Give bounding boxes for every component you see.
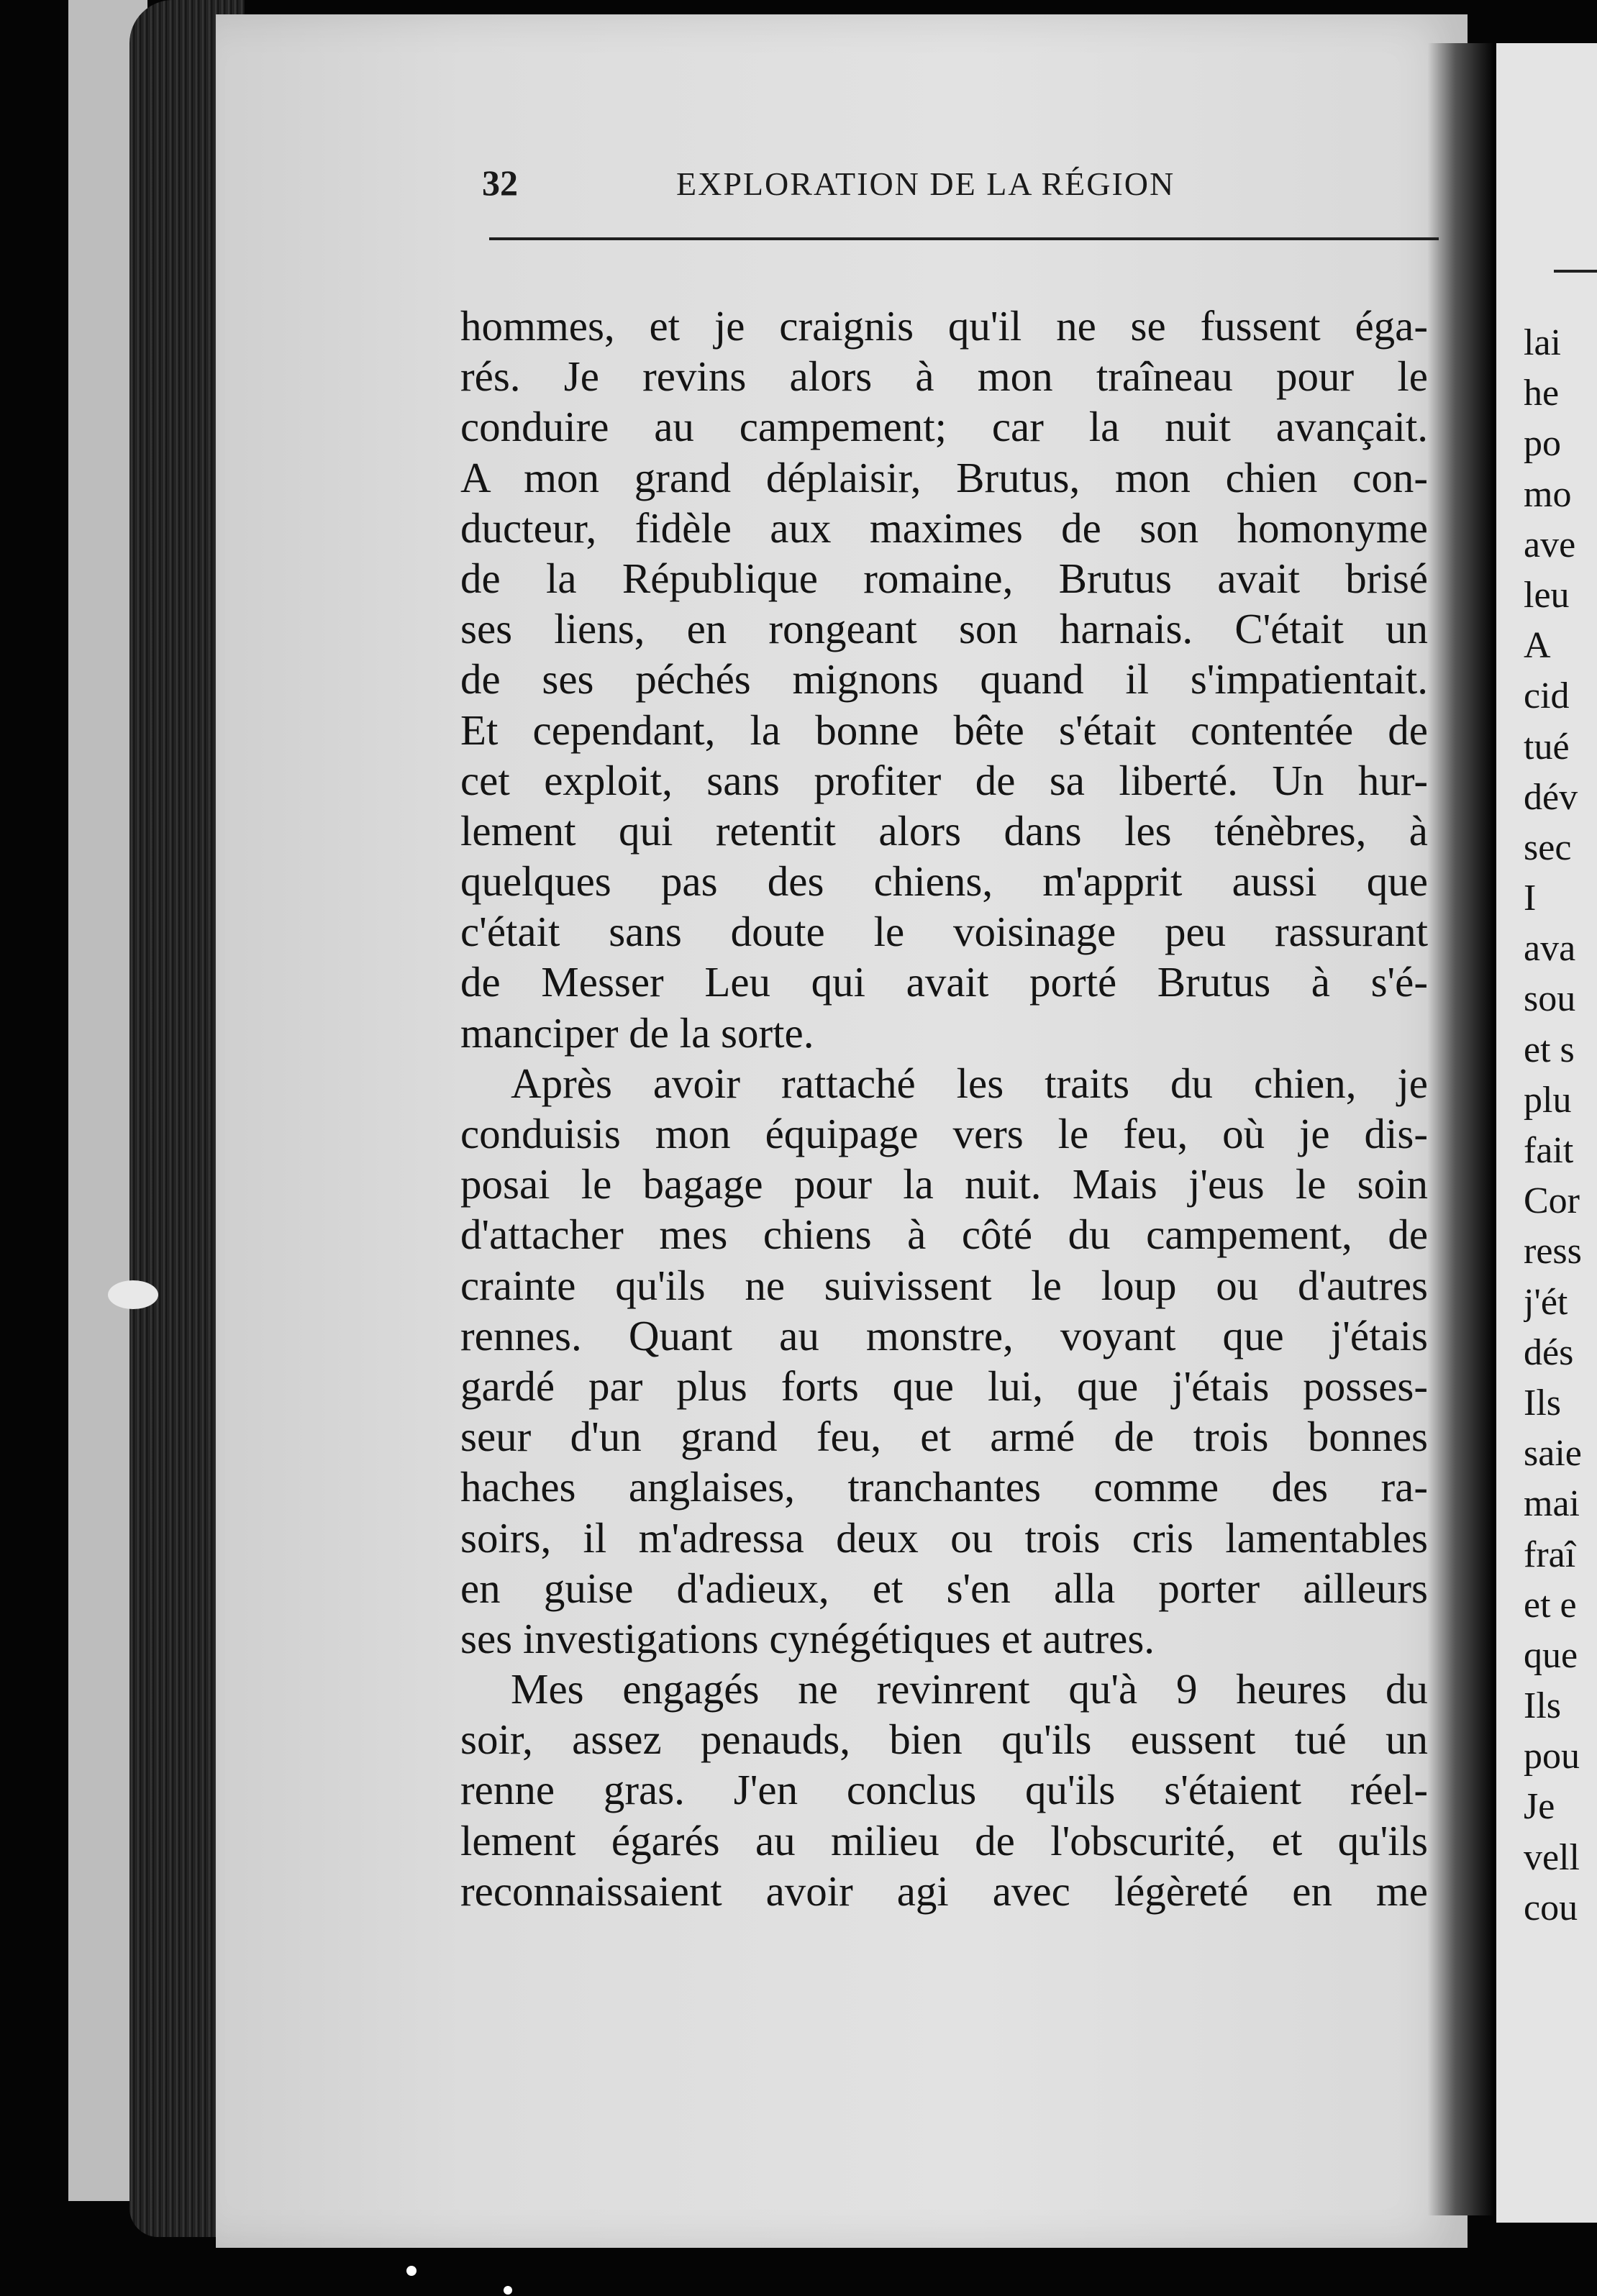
- text-line: gardé par plus forts que lui, que j'étais posses-: [460, 1362, 1428, 1410]
- facing-page-fragment: Ils: [1524, 1382, 1561, 1423]
- facing-page-fragment: sou: [1524, 978, 1576, 1020]
- text-line: ducteur, fidèle aux maximes de son homonyme: [460, 504, 1428, 552]
- text-line: rés. Je revins alors à mon traîneau pour le: [460, 352, 1428, 401]
- text-line: Et cependant, la bonne bête s'était contentée de: [460, 706, 1428, 754]
- facing-page-fragment: et s: [1524, 1029, 1575, 1070]
- text-line: hommes, et je craignis qu'il ne se fussent éga-: [460, 302, 1428, 350]
- facing-page-fragment: lai: [1524, 322, 1561, 363]
- text-line: Mes engagés ne revinrent qu'à 9 heures du: [511, 1665, 1428, 1713]
- facing-page-fragment: Cor: [1524, 1180, 1580, 1222]
- text-line: reconnaissaient avoir agi avec légèreté en me: [460, 1867, 1428, 1915]
- facing-page-fragment: ress: [1524, 1231, 1582, 1272]
- facing-page-fragment: plu: [1524, 1079, 1572, 1121]
- text-line: Après avoir rattaché les traits du chien, je: [511, 1059, 1428, 1107]
- facing-page-fragment: saie: [1524, 1433, 1582, 1475]
- text-line: en guise d'adieux, et s'en alla porter ailleurs: [460, 1564, 1428, 1612]
- facing-page-fragment: dés: [1524, 1331, 1574, 1373]
- facing-page-fragment: fait: [1524, 1130, 1574, 1171]
- text-line: cet exploit, sans profiter de sa liberté. Un hur-: [460, 756, 1428, 804]
- facing-page-fragment: Je: [1524, 1786, 1555, 1828]
- facing-page-fragment: sec: [1524, 826, 1572, 868]
- facing-page-fragment: ava: [1524, 928, 1576, 970]
- header-rule: [489, 237, 1439, 240]
- text-line: renne gras. J'en conclus qu'ils s'étaient réel-: [460, 1766, 1428, 1814]
- facing-page-fragment: pou: [1524, 1736, 1580, 1777]
- facing-page-fragment: que: [1524, 1634, 1578, 1676]
- facing-page-fragment: cou: [1524, 1887, 1578, 1928]
- text-line: de la République romaine, Brutus avait brisé: [460, 554, 1428, 602]
- text-line: conduisis mon équipage vers le feu, où je dis-: [460, 1110, 1428, 1157]
- facing-page-fragment: j'ét: [1524, 1281, 1568, 1323]
- facing-page-fragment: leu: [1524, 574, 1570, 616]
- facing-page-fragment: Ils: [1524, 1685, 1561, 1727]
- facing-page-fragment: mai: [1524, 1483, 1580, 1525]
- facing-page-fragment: vell: [1524, 1836, 1580, 1878]
- facing-page-rule: [1554, 270, 1597, 273]
- facing-page-fragment: A: [1524, 625, 1551, 667]
- text-line: haches anglaises, tranchantes comme des ra-: [460, 1463, 1428, 1511]
- facing-page-fragment: et e: [1524, 1584, 1577, 1626]
- text-line: conduire au campement; car la nuit avançait.: [460, 403, 1428, 451]
- text-line: soirs, il m'adressa deux ou trois cris lamentables: [460, 1513, 1428, 1562]
- book-gutter-shadow: [1428, 43, 1496, 2215]
- text-line: d'attacher mes chiens à côté du campement, de: [460, 1211, 1428, 1259]
- text-line: rennes. Quant au monstre, voyant que j'étais: [460, 1311, 1428, 1359]
- text-line: lement égarés au milieu de l'obscurité, et qu'ils: [460, 1816, 1428, 1864]
- facing-page-fragment: mo: [1524, 473, 1572, 515]
- text-line: quelques pas des chiens, m'apprit aussi que: [460, 857, 1428, 906]
- text-line: c'était sans doute le voisinage peu rassurant: [460, 908, 1428, 956]
- text-line: soir, assez penauds, bien qu'ils eussent tué un: [460, 1716, 1428, 1764]
- text-line: manciper de la sorte.: [460, 1008, 814, 1057]
- paper-speck: [504, 2286, 512, 2295]
- facing-page-fragment: ave: [1524, 524, 1576, 565]
- paper-speck: [406, 2266, 417, 2276]
- text-line: de ses péchés mignons quand il s'impatientait.: [460, 655, 1428, 703]
- paper-speck: [108, 1280, 158, 1309]
- text-line: ses investigations cynégétiques et autres.: [460, 1614, 1155, 1662]
- facing-page-fragment: he: [1524, 373, 1560, 414]
- text-line: de Messer Leu qui avait porté Brutus à s'é-: [460, 958, 1428, 1006]
- facing-page-fragment: I: [1524, 878, 1537, 919]
- page-body-text: [460, 301, 1428, 1916]
- facing-page-text: [1524, 318, 1597, 1933]
- page-number: 32: [482, 163, 518, 203]
- text-line: lement qui retentit alors dans les ténèbres, à: [460, 806, 1428, 855]
- running-head-title: EXPLORATION DE LA RÉGION: [676, 165, 1175, 202]
- text-line: seur d'un grand feu, et armé de trois bonnes: [460, 1413, 1428, 1461]
- facing-page-fragment: po: [1524, 423, 1561, 465]
- text-line: crainte qu'ils ne suivissent le loup ou d'autres: [460, 1261, 1428, 1309]
- facing-page-fragment: dév: [1524, 776, 1578, 818]
- facing-page-fragment: tué: [1524, 726, 1570, 767]
- text-line: ses liens, en rongeant son harnais. C'était un: [460, 605, 1428, 653]
- facing-page-fragment: cid: [1524, 675, 1570, 717]
- facing-page-fragment: fraî: [1524, 1534, 1576, 1575]
- text-line: posai le bagage pour la nuit. Mais j'eus le soin: [460, 1160, 1428, 1208]
- running-head: [482, 162, 1446, 212]
- text-line: A mon grand déplaisir, Brutus, mon chien con-: [460, 453, 1428, 501]
